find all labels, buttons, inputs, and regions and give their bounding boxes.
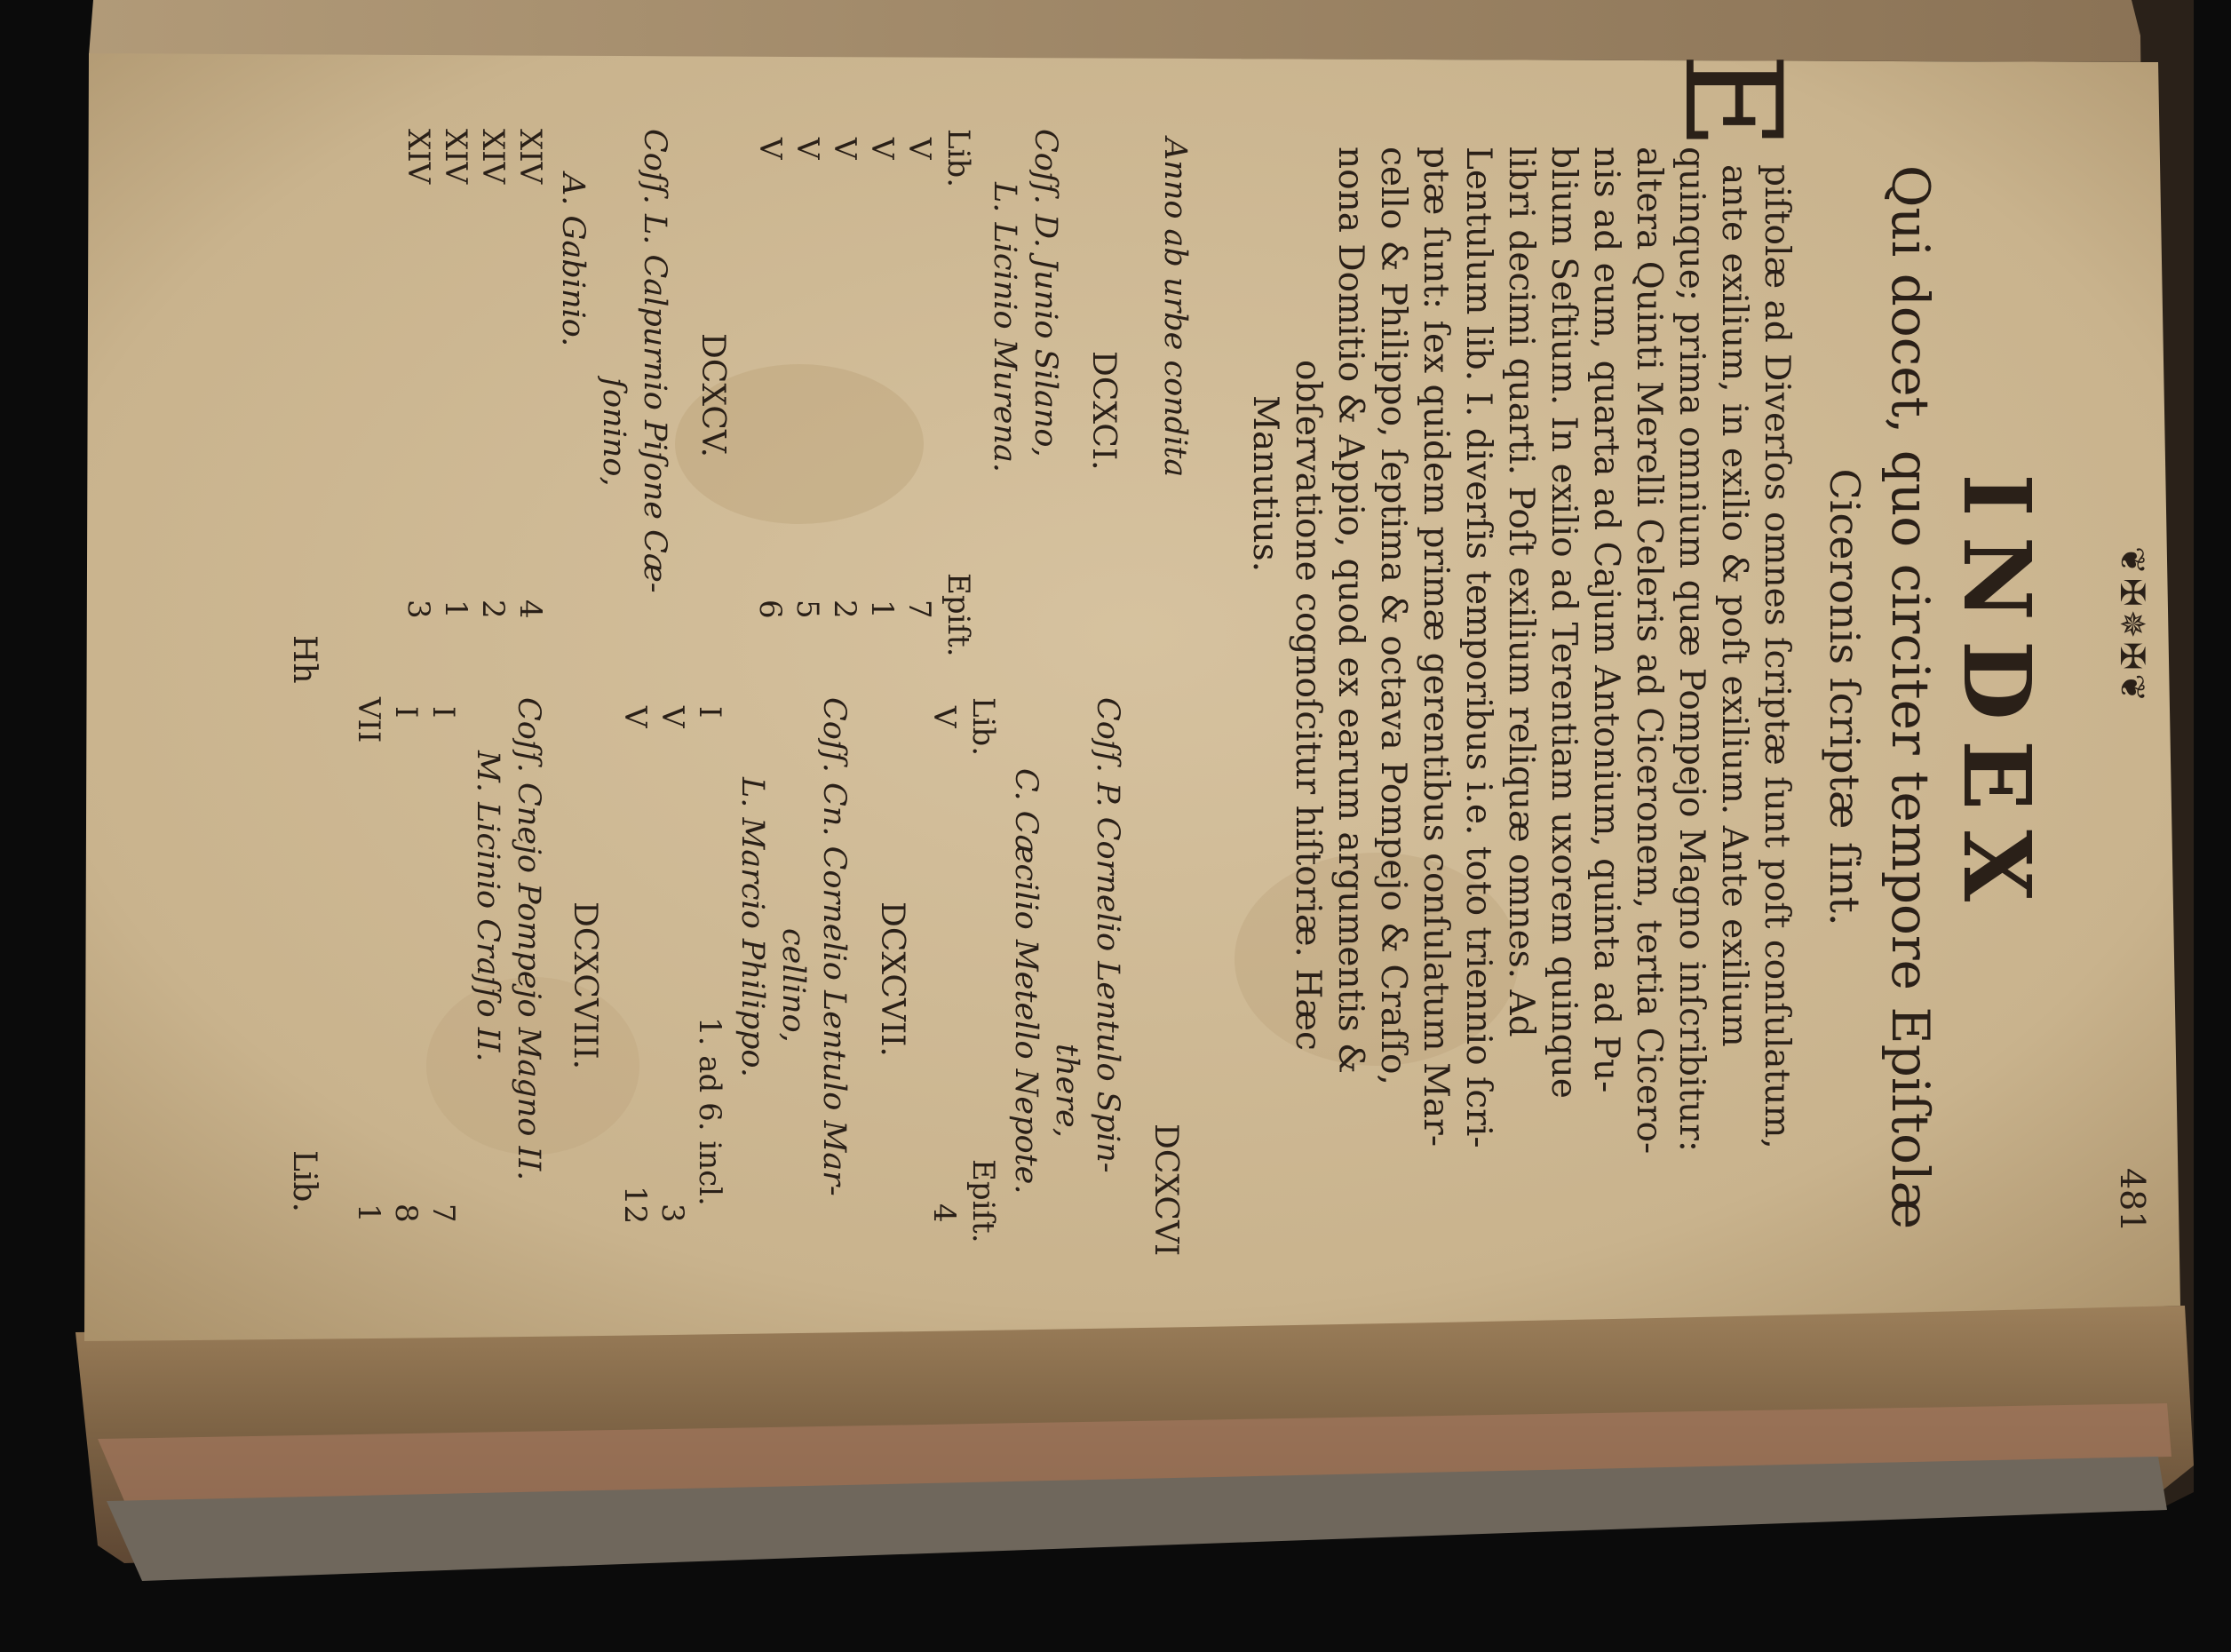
row-epist: 1. ad 6. incl. xyxy=(692,1017,727,1206)
row-lib: XIV xyxy=(512,129,548,185)
consuls-line: Coſſ. P. Cornelio Lentulo Spin- xyxy=(1090,697,1125,1173)
row-lib: V xyxy=(790,138,825,160)
consuls-line: Coſſ. L. Calpurnio Piſone Cæ- xyxy=(637,129,672,593)
consuls-line: cellino, xyxy=(775,928,811,1043)
lib-header: Lib. xyxy=(965,697,1001,757)
row-epist: 3 xyxy=(401,600,436,619)
intro-line: nis ad eum, quarta ad Cajum Antonium, quinta ad Pu- xyxy=(1586,147,1626,1093)
row-lib: VII xyxy=(351,697,386,743)
page-number: 481 xyxy=(2113,1168,2152,1233)
catchword: Lib. xyxy=(286,1150,322,1212)
year-dcxci: DCXCI. xyxy=(1085,351,1122,471)
lib-header: Lib. xyxy=(941,129,976,188)
row-epist: 1 xyxy=(351,1203,386,1223)
consuls-line: Coſſ. Cnejo Pompejo Magno II. xyxy=(511,697,546,1181)
row-epist: 7 xyxy=(901,600,937,619)
intro-line: Manutius. xyxy=(1245,395,1285,573)
consuls-line: Coſſ. D. Junio Silano, xyxy=(1028,129,1063,457)
row-epist: 2 xyxy=(827,600,862,619)
intro-line: cello & Philippo, ſeptima & octava Pompejo & Craſſo, xyxy=(1373,147,1413,1085)
row-lib: V xyxy=(926,706,962,728)
row-epist: 1 xyxy=(438,600,473,619)
consuls-line: there, xyxy=(1049,1044,1084,1138)
row-epist: 4 xyxy=(512,600,548,619)
row-lib: V xyxy=(827,138,862,160)
epist-header: Epiſt. xyxy=(941,573,976,657)
intro-line: altera Quinti Merelli Celeris ad Ciceronem, tertia Cicero- xyxy=(1629,147,1669,1155)
row-lib: V xyxy=(655,706,690,728)
row-epist: 8 xyxy=(388,1203,424,1223)
row-lib: I xyxy=(692,706,727,719)
row-epist: 12 xyxy=(617,1186,653,1225)
intro-line: Lentulum lib. I. diverſis temporibus i.e. toto triennio ſcri- xyxy=(1458,147,1498,1148)
year-dcxcvii: DCXCVII. xyxy=(874,901,910,1057)
row-lib: V xyxy=(752,138,788,160)
row-epist: 6 xyxy=(752,600,788,619)
row-epist: 4 xyxy=(926,1203,962,1223)
consuls-line: L. Marcio Philippo. xyxy=(734,777,770,1077)
row-lib: XIV xyxy=(401,129,436,185)
row-epist: 2 xyxy=(475,600,511,619)
row-lib: I xyxy=(388,706,424,719)
title-index: INDEX xyxy=(1942,473,2052,921)
row-epist: 3 xyxy=(655,1203,690,1223)
row-epist: 7 xyxy=(425,1203,461,1223)
consuls-line: M. Licinio Craſſo II. xyxy=(470,751,505,1062)
consuls-line: Coſſ. Cn. Cornelio Lentulo Mar- xyxy=(816,697,852,1196)
row-epist: 5 xyxy=(790,600,825,619)
consuls-line: A. Gabinio. xyxy=(555,173,591,347)
intro-line: ptæ ſunt: ſex quidem primæ gerentibus conſulatum Mar- xyxy=(1416,147,1456,1147)
row-lib: XIV xyxy=(438,129,473,185)
row-lib: V xyxy=(901,138,937,160)
ornament-icon: ❦✠✵✠❦ xyxy=(2113,546,2152,706)
intro-line: libri decimi quarti. Poſt exilium reliquæ omnes. Ad xyxy=(1501,147,1541,1037)
year-dcxcv: DCXCV. xyxy=(695,333,731,458)
anno-heading: Anno ab urbe condita xyxy=(1157,138,1193,478)
intro-line: blium Seſtium. In exilio ad Terentiam uxorem quinque xyxy=(1544,147,1584,1099)
row-lib: XIV xyxy=(475,129,511,185)
page-text xyxy=(98,52,2176,1337)
row-lib: I xyxy=(425,706,461,719)
intro-line: nona Domitio & Appio, quod ex earum argumentis & xyxy=(1330,147,1370,1074)
intro-line: quinque; prima omnium quæ Pompejo Magno inſcribitur: xyxy=(1671,147,1711,1153)
year-dcxcviii: DCXCVIII. xyxy=(567,901,603,1070)
signature-mark: Hh xyxy=(286,635,322,684)
epist-header: Epiſt. xyxy=(965,1159,1001,1243)
intro-line: obſervatione cognoſcitur hiſtoriæ. Hæc xyxy=(1288,360,1328,1051)
drop-cap: E xyxy=(1655,52,1809,150)
row-lib: V xyxy=(864,138,900,160)
title-line-3: Ciceronis ſcriptæ ſint. xyxy=(1821,468,1869,926)
intro-line: piſtolæ ad Diverſos omnes ſcriptæ ſunt poſt conſulatum, xyxy=(1757,164,1797,1149)
row-lib: V xyxy=(617,706,653,728)
year-dcxcvi: DCXCVI xyxy=(1147,1124,1184,1257)
intro-line: ante exilium, in exilio & poſt exilium. Ante exilium xyxy=(1714,164,1754,1047)
row-epist: 1 xyxy=(864,600,900,619)
facing-page-edge xyxy=(89,0,2167,62)
consuls-line: ſonino, xyxy=(596,377,631,487)
consuls-line: C. Cæcilio Metello Nepote. xyxy=(1008,768,1044,1195)
rotated-page xyxy=(98,52,2176,1337)
consuls-line: L. Licinio Murena. xyxy=(987,182,1022,473)
title-line-2: Qui docet, quo circiter tempore Epiſtolæ xyxy=(1880,164,1941,1230)
